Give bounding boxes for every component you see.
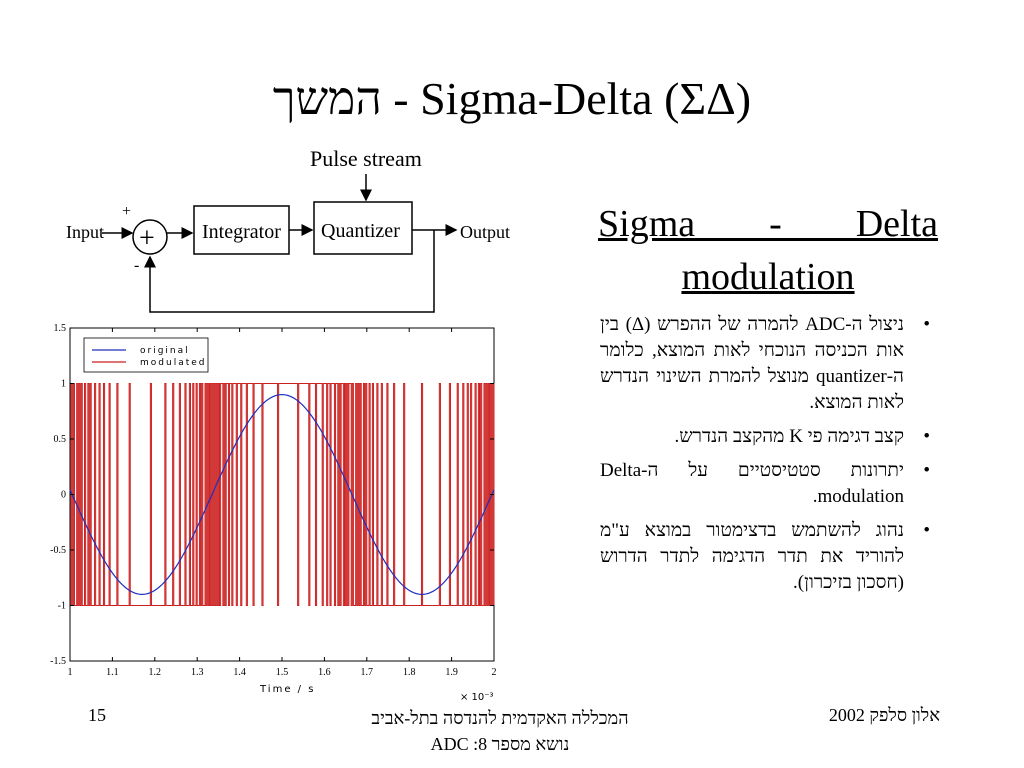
x-tick-label: 1.2 xyxy=(148,667,162,678)
output-label: Output xyxy=(460,222,511,242)
plot-frame xyxy=(70,328,494,661)
y-tick-label: 1 xyxy=(61,378,66,390)
x-tick-label: 1.4 xyxy=(233,667,246,678)
slide-title: המשך - Sigma-Delta (ΣΔ) xyxy=(272,73,752,124)
x-tick-label: 1.9 xyxy=(445,667,458,678)
x-tick-label: 1.7 xyxy=(360,667,374,678)
bullet-item: • נהוג להשתמש בדצימטור במוצא ע"מ להוריד את תדר הדגימה לתדר הדרוש (חסכון בזיכרון). xyxy=(600,518,940,596)
x-tick-label: 2 xyxy=(491,667,497,678)
y-tick-label: -1.5 xyxy=(50,656,66,667)
x-axis-multiplier: × 10⁻³ xyxy=(460,692,494,703)
plus-sign-label: + xyxy=(122,203,132,220)
footer-author: אלון סלפק 2002 xyxy=(828,705,940,725)
x-tick-label: 1.1 xyxy=(106,667,119,678)
x-tick-label: 1.8 xyxy=(402,667,416,678)
integrator-label: Integrator xyxy=(202,221,281,243)
y-tick-label: -0.5 xyxy=(50,545,66,556)
minus-sign-label: - xyxy=(134,257,140,274)
pulse-stream-label: Pulse stream xyxy=(310,146,422,171)
bullet-item: • קצב דגימה פי K מהקצב הנדרש. xyxy=(600,424,940,450)
section-heading-line2: modulation xyxy=(681,256,855,299)
y-tick-label: 1.5 xyxy=(53,323,66,334)
footer-institution xyxy=(330,705,670,757)
x-tick-label: 1 xyxy=(67,667,73,678)
y-tick-label: 0 xyxy=(61,489,66,501)
y-tick-label: 0.5 xyxy=(53,434,66,445)
footer-institution-line1: המכללה האקדמית להנדסה בתל-אביב xyxy=(371,708,629,728)
x-tick-label: 1.6 xyxy=(318,667,331,678)
x-tick-label: 1.5 xyxy=(275,667,289,678)
page-number: 15 xyxy=(88,705,106,725)
input-label: Input xyxy=(66,222,104,242)
footer-topic-line: נושא מספר 8: ADC xyxy=(430,734,570,754)
quantizer-label: Quantizer xyxy=(321,220,400,242)
sigma-delta-waveform-chart xyxy=(30,318,510,708)
legend-modulated-label: modulated xyxy=(140,358,207,368)
section-heading-line1: Sigma - Delta xyxy=(598,203,938,245)
x-tick-label: 1.3 xyxy=(190,667,204,678)
chart-legend xyxy=(84,338,208,372)
section-heading xyxy=(598,198,938,304)
y-tick-label: -1 xyxy=(57,600,66,612)
summing-symbol: + xyxy=(139,223,155,254)
bullet-list xyxy=(600,312,940,604)
bullet-item: • יתרונות סטטיסטיים על ה-Delta modulation. xyxy=(600,458,940,510)
x-axis-label: Time / s xyxy=(260,684,316,695)
bullet-item: • ניצול ה-ADC להמרה של ההפרש (Δ) בין אות הכניסה הנוכחי לאות המוצא, כלומר ה-quantizer מנוצל להמרת השינוי הנדרש לאות המוצא. xyxy=(600,312,940,416)
legend-original-label: original xyxy=(140,346,190,356)
sigma-delta-block-diagram xyxy=(60,140,520,325)
